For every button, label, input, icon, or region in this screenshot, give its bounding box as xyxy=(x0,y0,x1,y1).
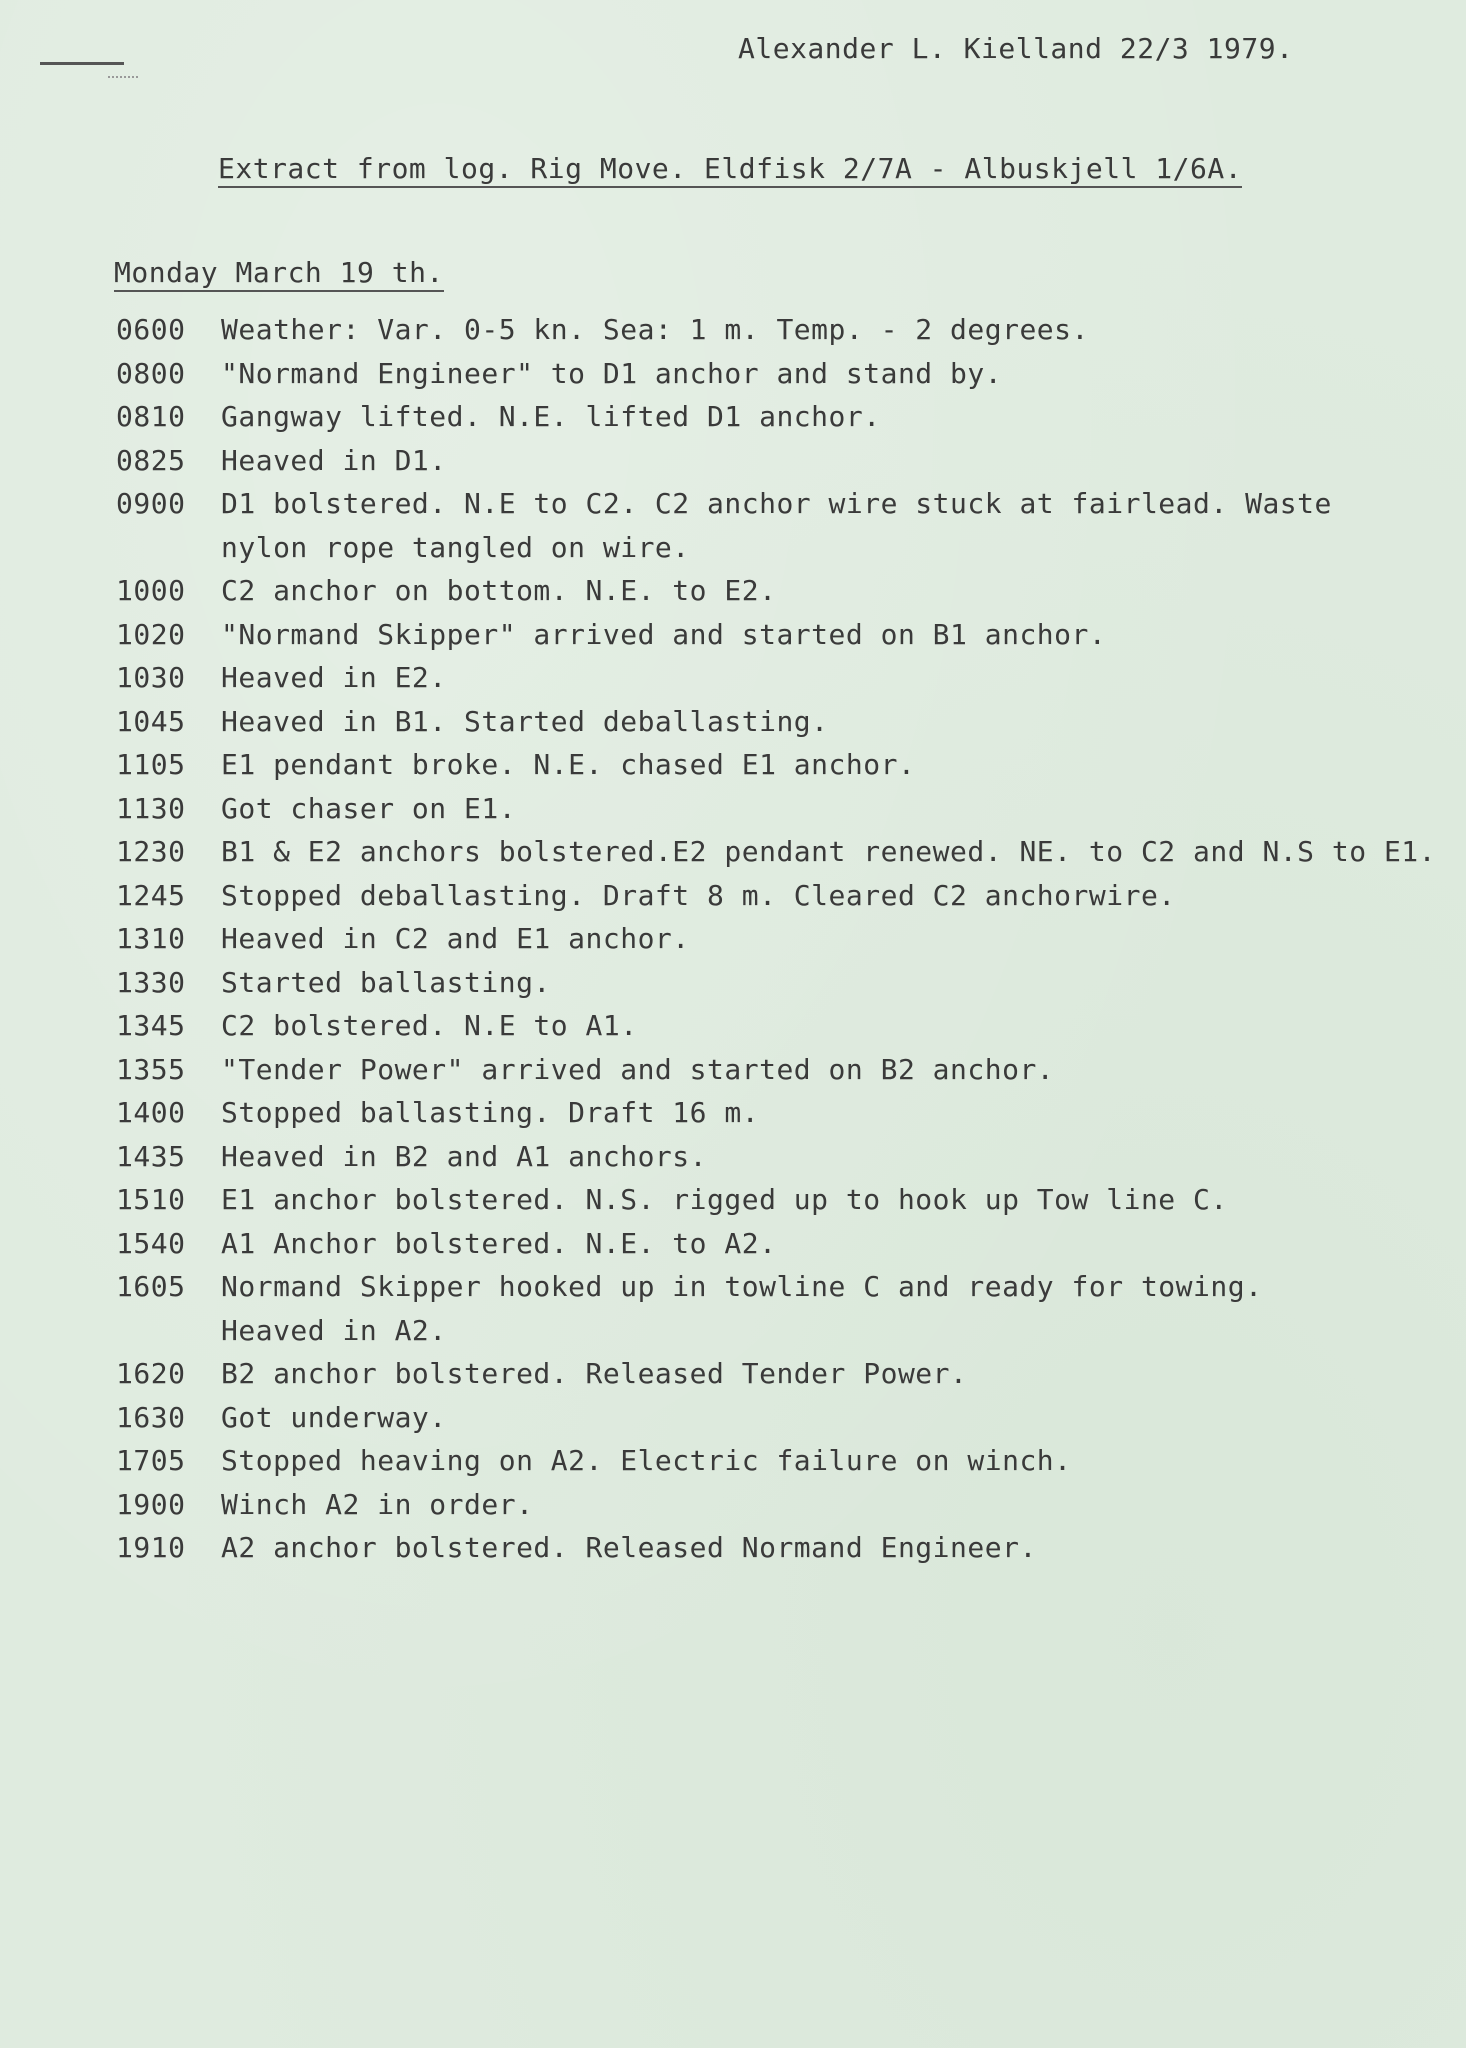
log-entry xyxy=(116,395,1446,439)
log-entry xyxy=(116,961,1446,1005)
log-entry xyxy=(116,439,1446,483)
log-entry-line: Stopped ballasting. Draft 16 m. xyxy=(221,1096,760,1129)
log-entry-line: Winch A2 in order. xyxy=(221,1487,534,1521)
log-entry-text xyxy=(221,1135,1446,1179)
log-entry-text xyxy=(221,961,1446,1005)
log-entry-line: nylon rope tangled on wire. xyxy=(221,530,690,564)
log-entry-text xyxy=(221,743,1446,787)
log-entry xyxy=(116,1396,1446,1440)
document-header: Alexander L. Kielland 22/3 1979. xyxy=(738,32,1294,65)
log-entry-text xyxy=(221,917,1446,961)
log-entries xyxy=(116,308,1446,1570)
log-entry-line: "Normand Engineer" to D1 anchor and stand by. xyxy=(221,356,1003,390)
pen-mark-dots xyxy=(108,76,138,80)
log-entry-time: 1435 xyxy=(116,1139,186,1173)
log-entry xyxy=(116,787,1446,831)
log-entry-line: A2 anchor bolstered. Released Normand Engineer. xyxy=(221,1531,1037,1564)
log-entry-text xyxy=(221,656,1446,700)
log-entry-text xyxy=(221,787,1446,831)
log-entry-time: 1000 xyxy=(116,574,186,607)
log-entry-line: Gangway lifted. N.E. lifted D1 anchor. xyxy=(221,400,881,433)
log-entry-line: "Normand Skipper" arrived and started on B1 anchor. xyxy=(221,617,1107,651)
log-entry xyxy=(116,482,1446,569)
log-entry xyxy=(116,1135,1446,1179)
log-entry-line: C2 bolstered. N.E to A1. xyxy=(221,1009,638,1042)
log-entry-line: E1 pendant broke. N.E. chased E1 anchor. xyxy=(221,748,916,781)
log-entry xyxy=(116,830,1446,874)
log-entry-time: 1630 xyxy=(116,1400,186,1434)
log-entry-text xyxy=(221,1265,1446,1352)
log-entry-line: Heaved in B1. Started deballasting. xyxy=(221,704,829,738)
log-entry xyxy=(116,700,1446,744)
log-entry-text xyxy=(221,1396,1446,1440)
log-entry-text xyxy=(221,613,1446,657)
log-entry-time: 1030 xyxy=(116,661,186,694)
log-entry-text xyxy=(221,439,1446,483)
log-entry-line: A1 Anchor bolstered. N.E. to A2. xyxy=(221,1226,777,1260)
log-entry-text xyxy=(221,700,1446,744)
log-entry-text xyxy=(221,1222,1446,1266)
log-entry xyxy=(116,1048,1446,1092)
log-entry-text xyxy=(221,1004,1446,1048)
log-entry-text xyxy=(221,1178,1446,1222)
log-entry xyxy=(116,1526,1446,1570)
log-entry xyxy=(116,1352,1446,1396)
log-entry-text xyxy=(221,1526,1446,1570)
log-entry xyxy=(116,1439,1446,1483)
log-entry-line: C2 anchor on bottom. N.E. to E2. xyxy=(221,574,777,607)
log-entry-text xyxy=(221,874,1446,918)
log-entry-time: 1620 xyxy=(116,1357,186,1390)
log-entry xyxy=(116,308,1446,352)
log-entry xyxy=(116,569,1446,613)
log-entry-text xyxy=(221,1483,1446,1527)
log-entry-time: 0825 xyxy=(116,443,186,477)
log-entry-line: Heaved in D1. xyxy=(221,443,447,477)
log-entry-text xyxy=(221,830,1446,874)
log-entry-time: 1330 xyxy=(116,965,186,999)
log-entry-time: 1355 xyxy=(116,1052,186,1086)
log-entry xyxy=(116,1178,1446,1222)
log-entry-line: Normand Skipper hooked up in towline C and ready for towing. xyxy=(221,1270,1263,1303)
log-entry-time: 1900 xyxy=(116,1487,186,1521)
log-entry xyxy=(116,1004,1446,1048)
log-entry-time: 0810 xyxy=(116,400,186,433)
log-entry-time: 1605 xyxy=(116,1270,186,1303)
log-entry xyxy=(116,743,1446,787)
log-entry xyxy=(116,656,1446,700)
log-entry-text xyxy=(221,482,1446,569)
log-entry-time: 1345 xyxy=(116,1009,186,1042)
log-entry-time: 1400 xyxy=(116,1096,186,1129)
log-entry-time: 1245 xyxy=(116,878,186,912)
document-title: Extract from log. Rig Move. Eldfisk 2/7A - Albuskjell 1/6A. xyxy=(218,152,1242,188)
log-entry xyxy=(116,1091,1446,1135)
log-entry-line: D1 bolstered. N.E to C2. C2 anchor wire stuck at fairlead. Waste xyxy=(221,487,1332,520)
log-entry-time: 0800 xyxy=(116,356,186,390)
log-entry xyxy=(116,1222,1446,1266)
log-entry-text xyxy=(221,1352,1446,1396)
log-entry-time: 0900 xyxy=(116,487,186,520)
log-entry-line: Heaved in E2. xyxy=(221,661,447,694)
log-entry-text xyxy=(221,308,1446,352)
log-entry-line: Got underway. xyxy=(221,1400,447,1434)
log-entry-time: 1510 xyxy=(116,1183,186,1216)
log-entry-line: Heaved in A2. xyxy=(221,1313,447,1347)
log-entry xyxy=(116,1265,1446,1352)
log-entry xyxy=(116,613,1446,657)
log-entry-text xyxy=(221,1091,1446,1135)
log-entry xyxy=(116,352,1446,396)
log-entry-time: 1230 xyxy=(116,835,186,868)
log-entry-time: 1020 xyxy=(116,617,186,651)
log-entry-line: Stopped deballasting. Draft 8 m. Cleared C2 anchorwire. xyxy=(221,878,1176,912)
log-entry-time: 1540 xyxy=(116,1226,186,1260)
log-entry-text xyxy=(221,352,1446,396)
log-entry-text xyxy=(221,1439,1446,1483)
log-entry-text xyxy=(221,569,1446,613)
log-entry-line: E1 anchor bolstered. N.S. rigged up to hook up Tow line C. xyxy=(221,1183,1228,1216)
log-entry-time: 1705 xyxy=(116,1444,186,1477)
log-entry-line: B2 anchor bolstered. Released Tender Power. xyxy=(221,1357,968,1390)
log-entry-time: 0600 xyxy=(116,313,186,346)
pen-mark xyxy=(40,62,124,65)
log-entry xyxy=(116,874,1446,918)
log-entry-time: 1045 xyxy=(116,704,186,738)
log-entry-line: Got chaser on E1. xyxy=(221,791,517,825)
log-entry-text xyxy=(221,395,1446,439)
log-entry-line: "Tender Power" arrived and started on B2 anchor. xyxy=(221,1052,1055,1086)
log-entry xyxy=(116,917,1446,961)
log-entry-time: 1310 xyxy=(116,922,186,955)
log-entry-time: 1130 xyxy=(116,791,186,825)
log-entry-line: Heaved in C2 and E1 anchor. xyxy=(221,922,690,955)
log-entry-line: Weather: Var. 0-5 kn. Sea: 1 m. Temp. - 2 degrees. xyxy=(221,313,1089,346)
log-entry xyxy=(116,1483,1446,1527)
log-entry-line: Heaved in B2 and A1 anchors. xyxy=(221,1139,708,1173)
date-heading: Monday March 19 th. xyxy=(114,256,444,292)
log-entry-time: 1910 xyxy=(116,1531,186,1564)
log-entry-line: Stopped heaving on A2. Electric failure on winch. xyxy=(221,1444,1072,1477)
log-entry-text xyxy=(221,1048,1446,1092)
log-entry-line: B1 & E2 anchors bolstered.E2 pendant renewed. NE. to C2 and N.S to E1. xyxy=(221,835,1437,868)
log-entry-line: Started ballasting. xyxy=(221,965,551,999)
log-entry-time: 1105 xyxy=(116,748,186,781)
